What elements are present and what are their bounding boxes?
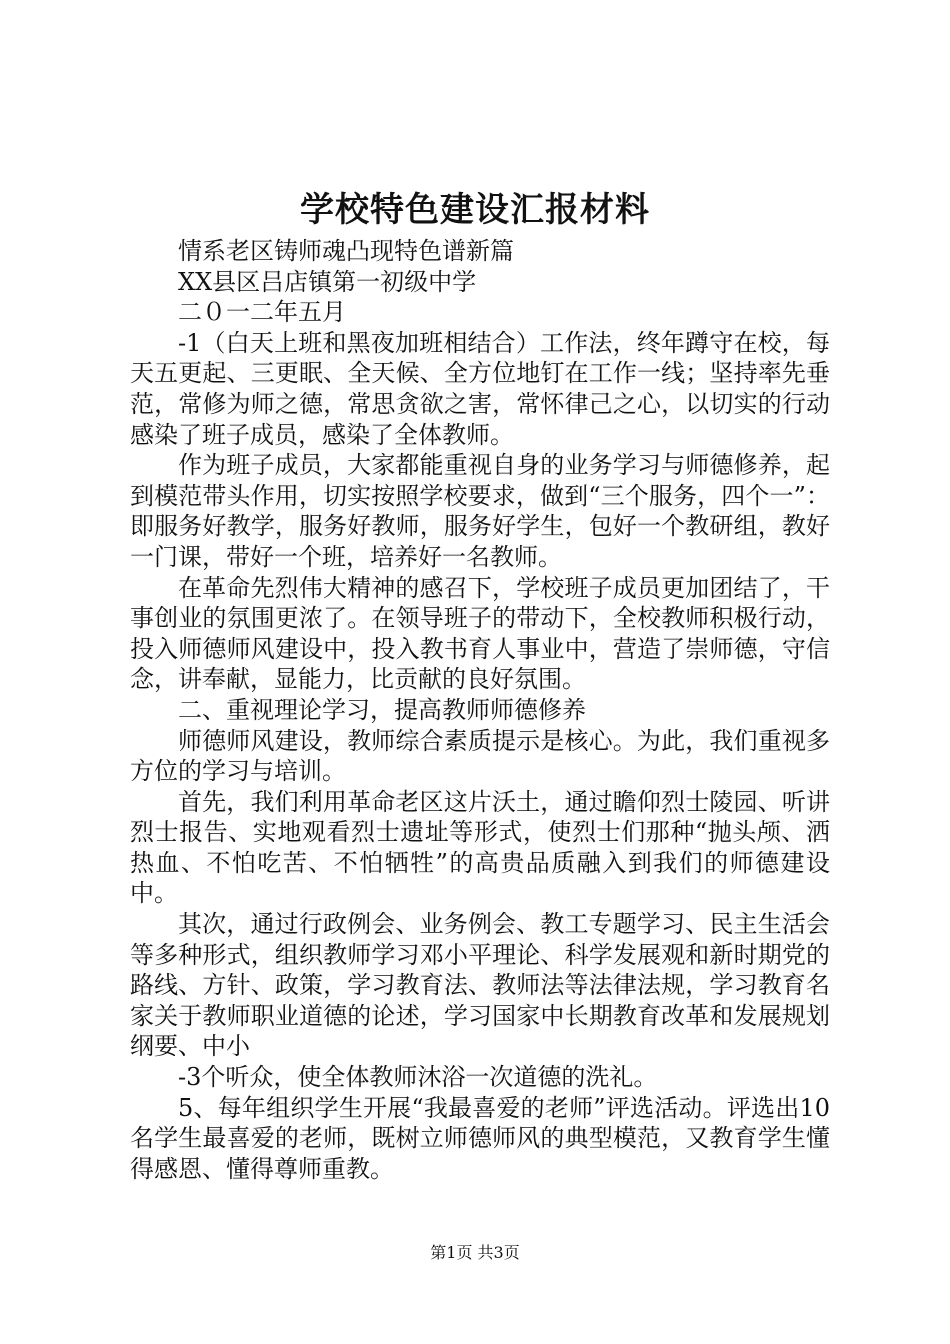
body-paragraph: 作为班子成员，大家都能重视自身的业务学习与师德修养，起到模范带头作用，切实按照学校要求，做到“三个服务，四个一”：即服务好教学，服务好教师，服务好学生，包好一个教研组，教好一门课，带好一个班，培养好一名教师。: [130, 451, 830, 571]
body-paragraph: -3个听众，使全体教师沐浴一次道德的洗礼。: [178, 1063, 658, 1092]
body-paragraph: 在革命先烈伟大精神的感召下，学校班子成员更加团结了，干事创业的氛围更浓了。在领导班子的带动下，全校教师积极行动，投入师德师风建设中，投入教书育人事业中，营造了崇师德，守信念，讲奉献，显能力，比贡献的良好氛围。: [130, 573, 830, 694]
document-title: 学校特色建设汇报材料: [300, 190, 650, 230]
body-paragraph: 5、每年组织学生开展“我最喜爱的老师”评选活动。评选出10名学生最喜爱的老师，既树立师德师风的典型模范，又教育学生懂得感恩、懂得尊师重教。: [130, 1093, 830, 1183]
date-paragraph: 二０一二年五月: [178, 298, 346, 327]
page-footer: 第1页 共3页: [430, 1243, 520, 1262]
body-paragraph: 其次，通过行政例会、业务例会、教工专题学习、民主生活会等多种形式，组织教师学习邓小平理论、科学发展观和新时期党的路线、方针、政策，学习教育法、教师法等法律法规，学习教育名家关于教师职业道德的论述，学习国家中长期教育改革和发展规划纲要、中小: [130, 910, 830, 1061]
subtitle-paragraph: 情系老区铸师魂凸现特色谱新篇: [178, 237, 514, 265]
body-paragraph: -1（白天上班和黑夜加班相结合）工作法，终年蹲守在校，每天五更起、三更眠、全天候、全方位地钉在工作一线；坚持率先垂范，常修为师之德，常思贪欲之害，常怀律己之心，以切实的行动感染了班子成员，感染了全体教师。: [130, 328, 830, 449]
body-paragraph: 首先，我们利用革命老区这片沃土，通过瞻仰烈士陵园、听讲烈士报告、实地观看烈士遗址等形式，使烈士们那种“抛头颅、洒热血、不怕吃苦、不怕牺牲”的高贵品质融入到我们的师德建设中。: [130, 787, 830, 908]
document-body: [130, 236, 830, 1184]
school-name-paragraph: XX县区吕店镇第一初级中学: [178, 267, 477, 296]
body-paragraph: 师德师风建设，教师综合素质提示是核心。为此，我们重视多方位的学习与培训。: [130, 726, 830, 786]
section-heading: 二、重视理论学习，提高教师师德修养: [178, 695, 586, 724]
